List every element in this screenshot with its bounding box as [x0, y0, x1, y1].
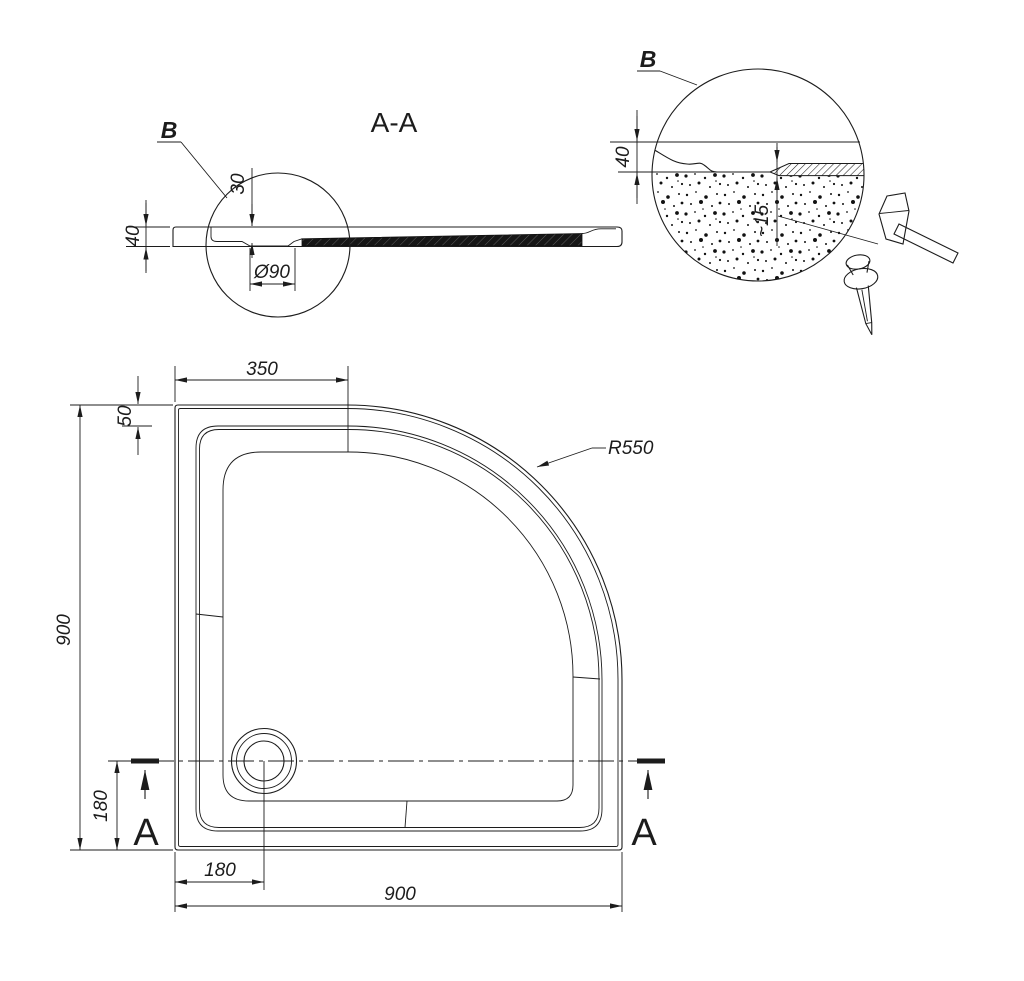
- basin-bottom-edge: [223, 452, 573, 801]
- detail-b-view: [610, 46, 958, 338]
- section-letter-right: A: [631, 812, 657, 854]
- dim-text-180-h: 180: [204, 860, 236, 881]
- tray-section-profile: [173, 227, 622, 247]
- section-letter-left: A: [133, 812, 159, 854]
- radius-callout-r550: [537, 438, 654, 467]
- surface-seams: [196, 427, 600, 828]
- section-title: A-A: [370, 107, 418, 138]
- detail-b-label-section: B: [160, 117, 178, 143]
- dim-drain-90: [250, 248, 295, 291]
- dim-section-height-40: [123, 200, 170, 273]
- section-marker-a-left: [131, 761, 159, 854]
- detail-b-label: B: [639, 46, 657, 72]
- dim-text-detail-40: 40: [613, 146, 634, 168]
- rim-inner-edge: [196, 426, 602, 831]
- tray-outer-outline: [175, 405, 622, 850]
- dim-text-r550: R550: [608, 438, 654, 459]
- section-marker-a-right: [631, 761, 665, 854]
- hammer-icon: [879, 193, 958, 263]
- detail-b-callout: [157, 117, 227, 198]
- section-aa-view: [123, 107, 622, 317]
- dim-text-o90: Ø90: [254, 262, 290, 283]
- dim-basin-depth-30: [228, 168, 252, 258]
- dim-left-900: [54, 405, 173, 850]
- dim-drain-left-180: [175, 761, 264, 912]
- dim-text-40: 40: [123, 225, 144, 247]
- dim-detail-40: [613, 110, 637, 204]
- dim-top-350: [175, 359, 348, 428]
- nail-icon: [840, 252, 888, 338]
- dim-text-900-bottom: 900: [384, 884, 416, 905]
- dim-text-50: 50: [115, 405, 136, 427]
- dim-text-180-v: 180: [91, 790, 112, 822]
- dim-text-900-left: 900: [54, 614, 75, 646]
- dim-rim-50: [115, 376, 152, 455]
- bedding-strip-section: [302, 234, 582, 246]
- detail-b-label-group: [637, 46, 697, 85]
- dim-text-15: ~15: [752, 204, 773, 238]
- bedding-strip-detail: [770, 164, 868, 176]
- plan-view: [54, 359, 665, 912]
- dim-text-30: 30: [228, 173, 249, 195]
- dim-drain-bottom-180: [91, 761, 117, 850]
- dim-text-350: 350: [246, 359, 278, 380]
